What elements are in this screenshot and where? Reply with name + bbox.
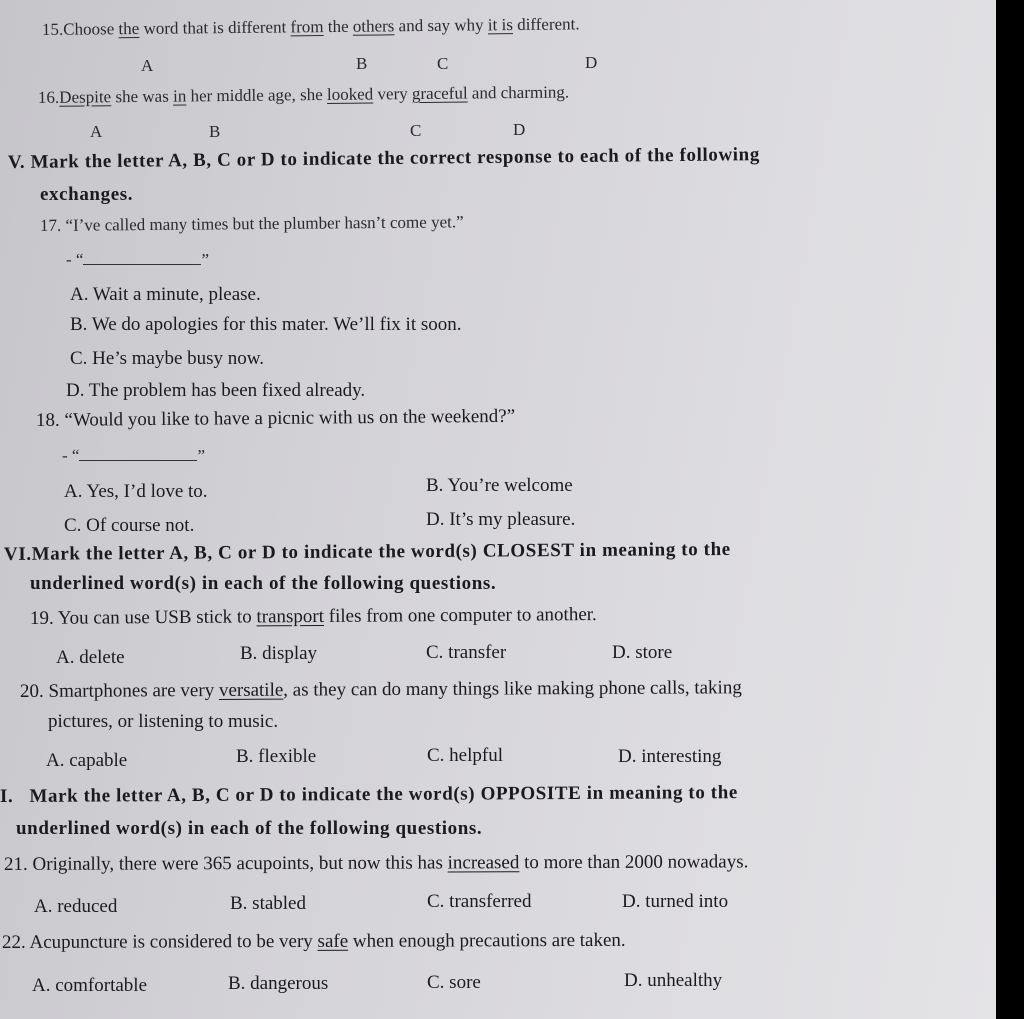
- option-b: B. stabled: [230, 893, 306, 914]
- underlined-word: increased: [447, 852, 520, 874]
- option-a: A. comfortable: [32, 975, 148, 996]
- underlined-word: transport: [256, 605, 325, 628]
- option-b: B. flexible: [236, 746, 317, 767]
- question-18: 18. “Would you like to have a picnic with us on the weekend?”: [35, 405, 516, 431]
- underlined-word: from: [290, 17, 324, 37]
- option-label: D: [585, 53, 598, 72]
- option-c: C. He’s maybe busy now.: [70, 348, 265, 369]
- question-19: 19. You can use USB stick to transport files from one computer to another.: [29, 604, 597, 629]
- underlined-word: others: [352, 16, 395, 36]
- option-c: C. transfer: [426, 642, 507, 663]
- section-vi-heading: VI.Mark the letter A, B, C or D to indicate the word(s) CLOSEST in meaning to the: [3, 538, 731, 565]
- option-label: D: [513, 120, 526, 139]
- option-label: A: [141, 56, 154, 75]
- underlined-word: looked: [326, 84, 374, 104]
- question-number: 16.: [37, 87, 60, 107]
- option-c: C. transferred: [427, 891, 532, 912]
- question-16: 16.Despite she was in her middle age, she looked very graceful and charming.: [37, 82, 570, 107]
- option-d: D. unhealthy: [624, 970, 723, 991]
- underlined-word: graceful: [411, 83, 468, 104]
- option-label: B: [209, 122, 221, 141]
- option-c: C. sore: [427, 972, 481, 993]
- answer-blank: - “ ”: [66, 250, 210, 269]
- option-a: A. capable: [46, 750, 128, 771]
- option-d: D. interesting: [618, 746, 722, 767]
- question-17: 17. “I’ve called many times but the plumber hasn’t come yet.”: [39, 212, 464, 235]
- section-roman-numeral: I.: [0, 785, 14, 807]
- blank-line: [79, 448, 197, 461]
- option-d: D. It’s my pleasure.: [426, 509, 576, 530]
- question-number: 21.: [3, 853, 28, 875]
- answer-blank: - “ ”: [62, 446, 206, 465]
- option-c: C. Of course not.: [64, 515, 195, 536]
- question-number: 20.: [19, 680, 44, 702]
- section-roman-numeral: V.: [7, 151, 26, 173]
- section-vii-heading-line2: underlined word(s) in each of the following questions.: [16, 818, 483, 839]
- question-number: 17.: [39, 215, 62, 235]
- question-number: 19.: [29, 607, 54, 629]
- underlined-word: it is: [487, 15, 513, 35]
- underlined-word: versatile: [218, 679, 284, 701]
- question-20-line2: pictures, or listening to music.: [48, 711, 279, 732]
- option-b: B. You’re welcome: [426, 475, 573, 496]
- option-label: B: [356, 54, 368, 73]
- option-d: D. store: [612, 642, 673, 663]
- option-b: B. We do apologies for this mater. We’ll fix it soon.: [70, 314, 462, 335]
- question-number: 22.: [1, 931, 26, 953]
- option-b: B. display: [240, 643, 318, 664]
- section-roman-numeral: VI.: [3, 543, 32, 565]
- option-b: B. dangerous: [228, 973, 329, 994]
- option-a: A. delete: [56, 647, 125, 668]
- question-number: 18.: [35, 409, 60, 431]
- question-number: 15.: [41, 19, 64, 39]
- section-v-heading-line2: exchanges.: [40, 184, 134, 205]
- option-label: A: [90, 122, 103, 141]
- question-15: 15.Choose the word that is different from the others and say why it is different.: [41, 14, 580, 39]
- option-a: A. Yes, I’d love to.: [64, 481, 208, 502]
- section-vii-heading: I. Mark the letter A, B, C or D to indicate the word(s) OPPOSITE in meaning to the: [0, 782, 738, 807]
- section-v-heading: V. Mark the letter A, B, C or D to indicate the correct response to each of the following: [7, 144, 760, 173]
- underlined-word: Despite: [59, 87, 112, 107]
- option-label: C: [410, 121, 422, 140]
- option-a: A. Wait a minute, please.: [70, 284, 261, 305]
- question-21: 21. Originally, there were 365 acupoints, but now this has increased to more than 2000 nowadays.: [3, 851, 749, 875]
- underlined-word: safe: [317, 930, 349, 952]
- blank-line: [83, 252, 201, 265]
- option-d: D. turned into: [622, 891, 729, 912]
- question-22: 22. Acupuncture is considered to be very safe when enough precautions are taken.: [1, 929, 626, 953]
- option-a: A. reduced: [34, 896, 118, 917]
- section-vi-heading-line2: underlined word(s) in each of the following questions.: [30, 573, 497, 594]
- underlined-word: the: [118, 18, 140, 39]
- option-d: D. The problem has been fixed already.: [66, 380, 366, 401]
- option-label: C: [437, 54, 449, 73]
- underlined-word: in: [172, 86, 187, 106]
- option-c: C. helpful: [427, 745, 503, 766]
- question-20: 20. Smartphones are very versatile, as they can do many things like making phone calls, taking: [19, 677, 742, 702]
